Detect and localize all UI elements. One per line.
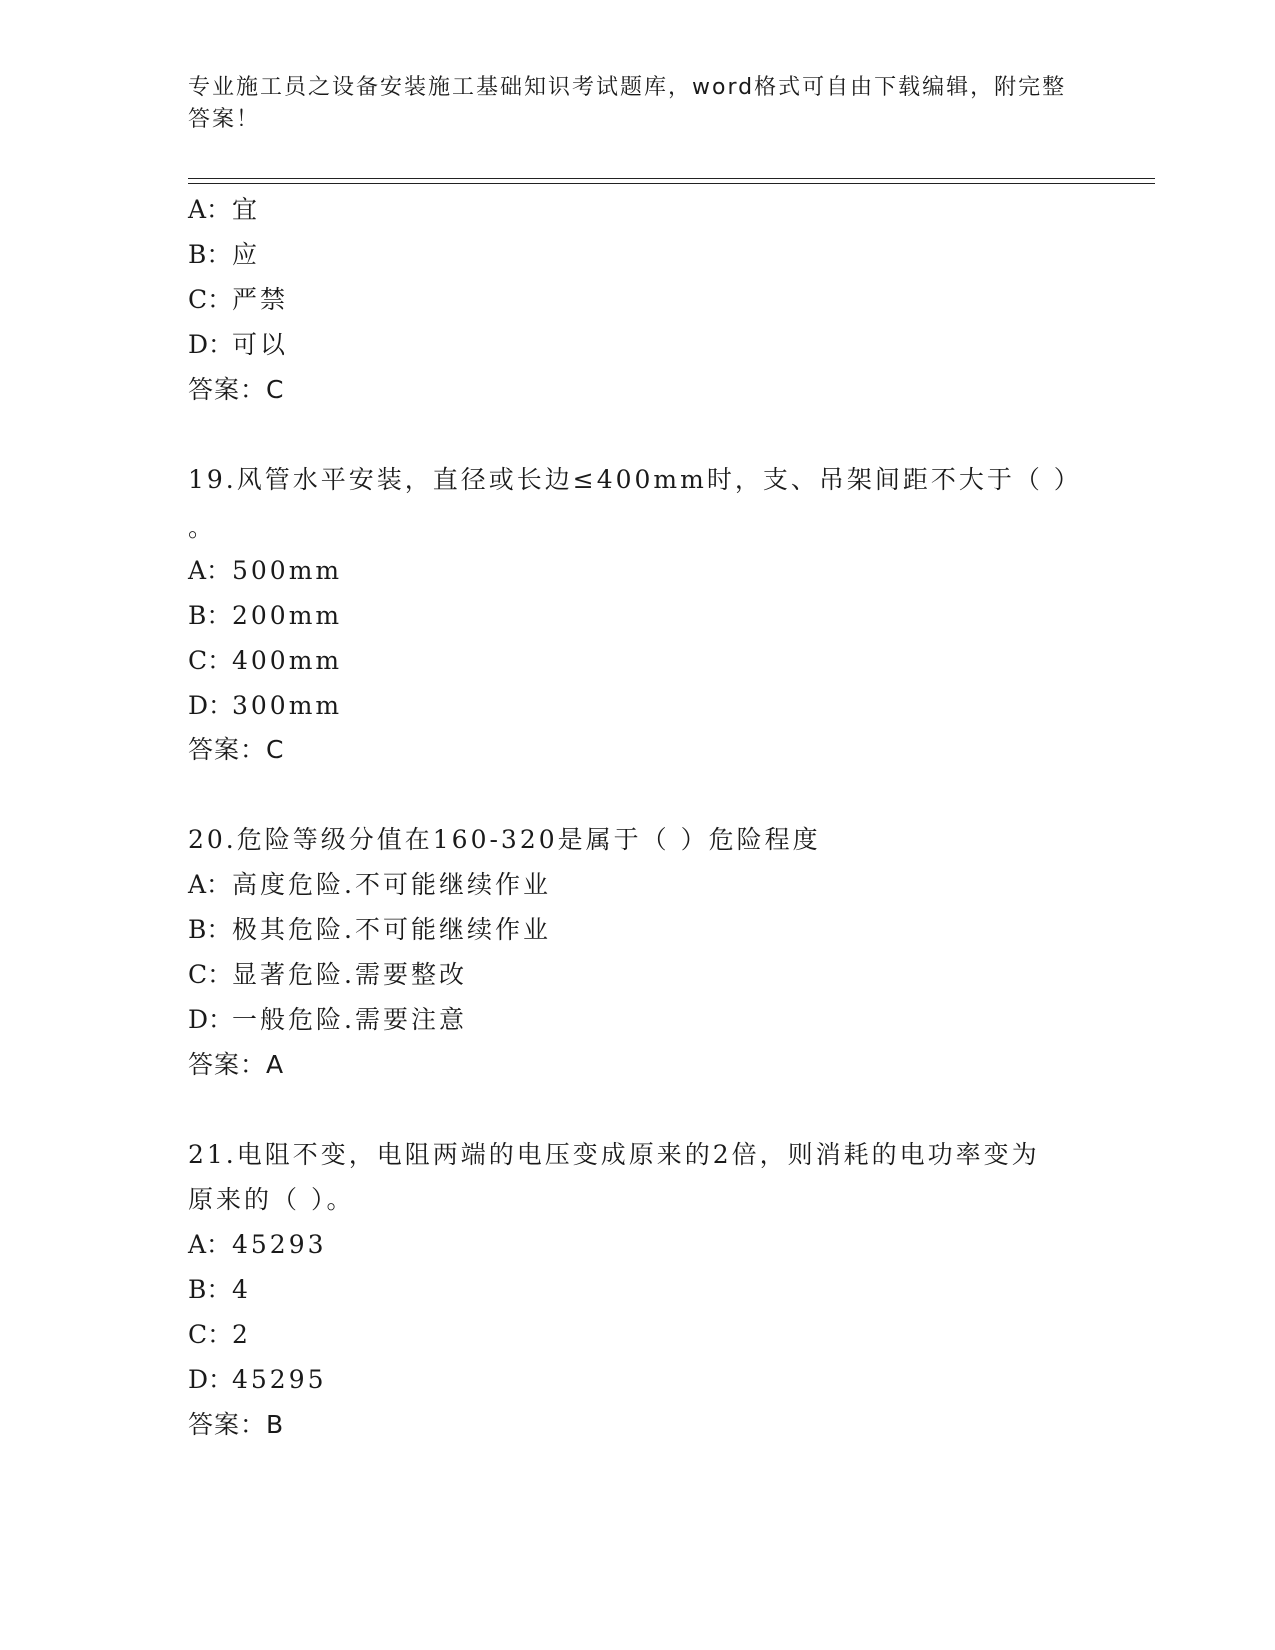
option-text: 严禁 [232, 285, 289, 314]
option-text: 400mm [232, 646, 343, 675]
q20-option-b [188, 914, 551, 946]
option-letter: A： [188, 195, 232, 224]
q19-option-a [188, 555, 342, 587]
option-text: 45293 [232, 1230, 327, 1259]
option-letter: C： [188, 285, 233, 314]
q18-option-b [188, 239, 260, 271]
q21-option-c [188, 1319, 251, 1351]
q21-stem-continuation: 原来的（ ）。 [188, 1185, 355, 1214]
q20-option-c [188, 959, 467, 991]
q20-option-a [188, 869, 551, 901]
option-letter: A： [188, 870, 232, 899]
option-text: 宜 [232, 195, 261, 224]
option-letter: C： [188, 1320, 233, 1349]
q18-option-c [188, 284, 288, 316]
q18-answer: 答案：C [188, 375, 285, 404]
option-letter: A： [188, 556, 232, 585]
option-letter: D： [188, 1365, 234, 1394]
q18-option-a [188, 194, 260, 226]
q19-stem-continuation: 。 [188, 513, 217, 542]
option-text: 2 [232, 1320, 251, 1349]
q19-option-b [188, 600, 342, 632]
option-text: 4 [232, 1275, 251, 1304]
option-letter: B： [188, 915, 232, 944]
q18-option-d [188, 329, 288, 361]
q21-option-a [188, 1229, 327, 1261]
option-text: 应 [232, 240, 261, 269]
option-letter: D： [188, 1005, 234, 1034]
q19-stem: 19.风管水平安装，直径或长边≤400mm时，支、吊架间距不大于（ ） [188, 465, 1082, 494]
option-letter: C： [188, 960, 233, 989]
option-letter: B： [188, 240, 232, 269]
option-text: 300mm [232, 691, 343, 720]
option-letter: B： [188, 1275, 232, 1304]
q21-answer: 答案：B [188, 1410, 285, 1439]
option-text: 一般危险.需要注意 [232, 1005, 467, 1034]
option-letter: C： [188, 646, 233, 675]
q19-answer: 答案：C [188, 735, 285, 764]
q19-option-d [188, 690, 342, 722]
option-letter: B： [188, 601, 232, 630]
option-text: 200mm [232, 601, 343, 630]
option-text: 45295 [232, 1365, 327, 1394]
option-text: 高度危险.不可能继续作业 [232, 870, 551, 899]
header-divider-top [188, 178, 1155, 179]
option-text: 极其危险.不可能继续作业 [232, 915, 551, 944]
q20-option-d [188, 1004, 467, 1036]
option-text: 可以 [232, 330, 289, 359]
q21-option-b [188, 1274, 251, 1306]
q20-stem: 20.危险等级分值在160-320是属于（ ）危险程度 [188, 825, 821, 854]
option-text: 500mm [232, 556, 343, 585]
q21-stem: 21.电阻不变，电阻两端的电压变成原来的2倍，则消耗的电功率变为 [188, 1140, 1040, 1169]
q20-answer: 答案：A [188, 1050, 285, 1079]
option-text: 显著危险.需要整改 [232, 960, 467, 989]
q21-option-d [188, 1364, 327, 1396]
q19-option-c [188, 645, 342, 677]
option-letter: A： [188, 1230, 232, 1259]
option-letter: D： [188, 330, 234, 359]
document-header: 专业施工员之设备安装施工基础知识考试题库，word格式可自由下载编辑，附完整答案！ [188, 75, 1067, 132]
header-divider-bottom [188, 183, 1155, 184]
option-letter: D： [188, 691, 234, 720]
